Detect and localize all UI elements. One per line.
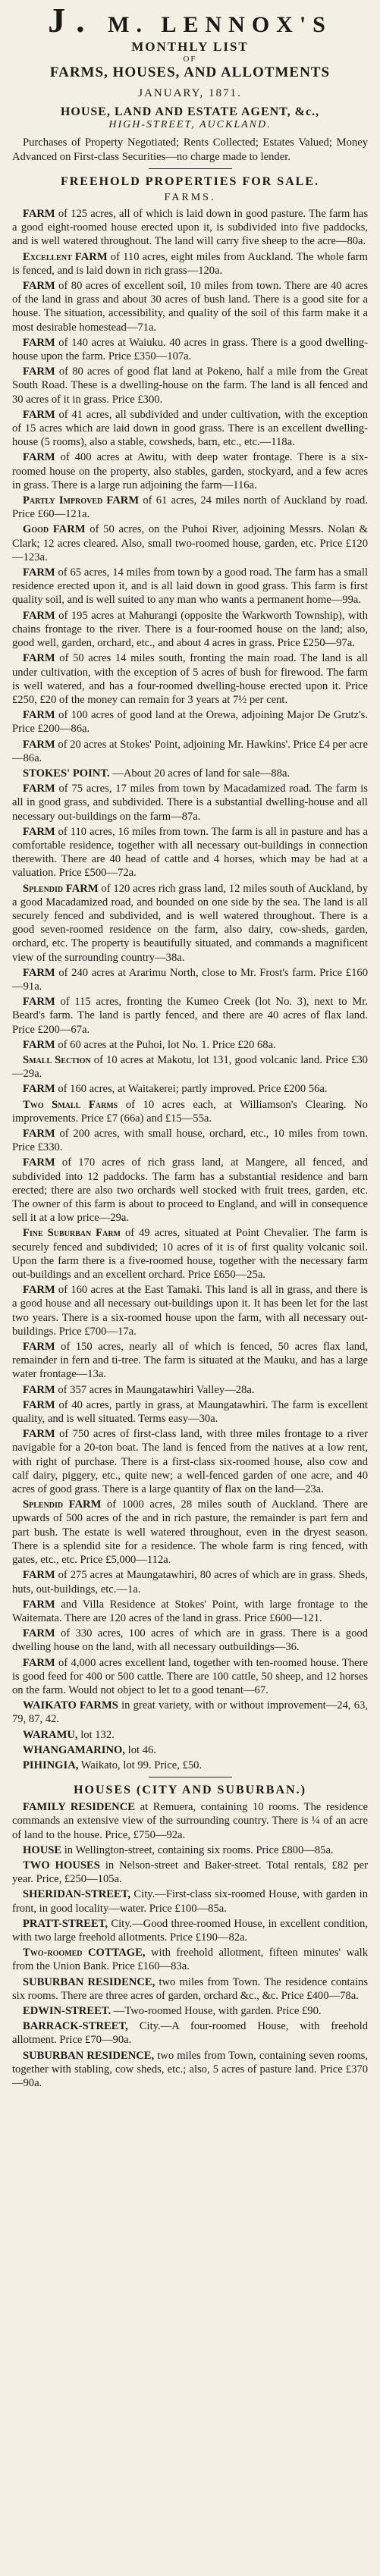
listing-text: of 1000 acres, 28 miles south of Auckland. There are upwards of 500 acres of the and in rich pasture, the remainder is part fern and part bush. The estate is well watered throughout, even in the dryest season. There is a splendid site for a residence. The whole farm is ring fenced, with gates, etc., etc. Price £5,000—112a. [12,1498,368,1567]
listing-item [12,708,368,736]
listing-text: of 61 acres, 24 miles north of Auckland by road. Price £60—121a. [12,494,368,521]
listing-text: of 110 acres, eight miles from Auckland. The whole farm is fenced, and is laid down in rich grass—120a. [12,250,368,277]
listing-item [12,1038,368,1052]
farms-heading: FARMS. [164,192,216,203]
listing-lead: FARM [23,280,55,293]
list-subtitle: FARMS, HOUSES, AND ALLOTMENTS [49,64,331,80]
listing-text: at Remuera, containing 10 rooms. The residence commands an extensive view of the surrounding country. There is ¼ of an acre of land to the house. Price, £750—92a. [12,1801,368,1841]
listing-lead: WHANGAMARINO, [23,1743,125,1756]
house-list [12,1800,368,2090]
listing-lead: FARM [23,566,55,579]
freehold-heading: FREEHOLD PROPERTIES FOR SALE. [60,175,320,188]
listing-text: in great variety, with or without improvement—24, 63, 79, 87, 42. [12,1699,368,1726]
listing-text: two miles from Town, containing seven rooms, together with stabling, cow sheds, etc.; also, 5 acres of pasture land. Price £370—90a. [12,2049,368,2089]
masthead [12,1,368,39]
issue-date: JANUARY, 1871. [138,87,242,99]
listing-text: of 160 acres, at Waitakerei; partly improved. Price £200 56a. [55,1083,328,1096]
listing-text: of 60 acres at the Puhoi, lot No. 1. Price £20 68a. [55,1038,276,1051]
listing-text: —About 20 acres of land for sale—88a. [109,767,290,780]
listing-text: of 80 acres of excellent soil, 10 miles from town. There are 40 acres of the land in grass and about 30 acres of bush land. There is a good site for a house. The situation, accessibility, and quality of the soil of this farm make it a most desirable homestead—71a. [12,280,368,334]
listing-text: of 170 acres of rich grass land, at Mangere, all fenced, and subdivided into 12 paddocks. The farm has a substantial residence and barn erected; there are also two orchards well stocked with fruit trees, garden, etc. The owner of this farm is about to proceed to England, and will in consequence sell it at a low price—29a. [12,1156,368,1225]
listing-lead: FARM [23,1341,55,1354]
listing-item [12,279,368,334]
services-notice: Purchases of Property Negotiated; Rents Collected; Estates Valued; Money Advanced on First-class Securities—no charge made to lender. [12,136,368,163]
listing-item [12,494,368,521]
listing-item [12,1568,368,1595]
listing-item [12,609,368,651]
listing-lead: HOUSE [23,1843,62,1856]
listing-lead: FARM [23,1398,55,1411]
listing-item [12,1946,368,1973]
listing-lead: FARM [23,825,55,838]
listing-text: two miles from Town. The residence contains six rooms. There are three acres of garden, orchard &c., &c. Price £400—78a. [12,1975,369,2002]
listing-lead: FARM [23,709,55,722]
listing-item [12,1843,368,1857]
listing-lead: FARM [23,1038,55,1051]
listing-lead: WAIKATO FARMS [23,1699,118,1712]
listing-text: of 400 acres at Awitu, with deep water frontage. There is a six-roomed house on the property, also stables, garden, stockyard, and a few acres in grass. There is a large run adjoining the farm—116a. [12,451,368,491]
listing-item [12,566,368,607]
listing-text: City.—A four-roomed House, with freehold allotment. Price £70—90a. [12,2020,368,2047]
listing-item [12,1098,368,1125]
listing-lead: FARM [23,1284,55,1297]
listing-lead: FARM [23,1128,55,1140]
monthly-list-title: MONTHLY LIST [131,39,249,54]
listing-lead: FARM [23,451,55,464]
listing-text: City.—Good three-roomed House, in excellent condition, with two large freehold allotments. Price £190—82a. [12,1917,368,1944]
listing-text: in Wellington-street, containing six rooms. Price £800—85a. [61,1843,334,1856]
listing-item [12,1053,368,1081]
listing-lead: EDWIN-STREET. [23,2004,111,2017]
listing-lead: FARM [23,1383,55,1396]
listing-lead: FARM [23,1428,55,1441]
listing-item [12,1340,368,1382]
listing-text: of 4,000 acres excellent land, together with ten-roomed house. There is good feed for 400 or 500 cattle. There are 100 cattle, 50 sheep, and 12 horses on the farm. Would not object to let to a good tenant—67. [12,1656,368,1696]
listing-lead: FARM [23,1598,55,1611]
listing-item [12,995,368,1037]
listing-text: of 75 acres, 17 miles from town by Macadamized road. The farm is all in good grass, and subdivided. There is a substantial dwelling-house and all necessary out-buildings on the farm—87a. [12,783,368,823]
houses-heading: HOUSES (CITY AND SUBURBAN.) [74,1784,306,1797]
listing-item [12,1975,368,2003]
listing-lead: FARM [23,1156,55,1169]
listing-item [12,1743,368,1757]
listing-lead: FARM [23,1656,55,1669]
listing-text: of 20 acres at Stokes' Point, adjoining Mr. Hawkins'. Price £4 per acre—86a. [12,738,368,764]
listing-item [12,966,368,993]
listing-item [12,1427,368,1496]
listing-text: of 140 acres at Waiuku. 40 acres in grass. There is a good dwelling-house upon the farm. Price £350—107a. [12,336,368,363]
listing-item [12,365,368,406]
listing-item [12,738,368,765]
agent-title: HOUSE, LAND AND ESTATE AGENT, &c., [60,105,320,118]
listing-item [12,207,368,249]
listing-text: of 150 acres, nearly all of which is fenced, 50 acres flax land, remainder in fern and ti-tree. The farm is situated at the Mauku, and has a large water frontage—13a. [12,1341,368,1381]
listing-lead: FARM [23,996,55,1009]
listing-item [12,1498,368,1567]
listing-item [12,2049,368,2091]
listing-item [12,336,368,363]
listing-lead: FARM [23,652,55,665]
listing-text: of 110 acres, 16 miles from town. The farm is all in pasture and has a comfortable residence, together with all necessary out-buildings in connection therewith. There are 40 head of cattle and 4 horses, which may be had at a valuation. Price £500—72a. [12,825,368,880]
listing-text: of 10 acres at Makotu, lot 131, good volcanic land. Price £30—29a. [12,1053,368,1081]
listing-text: of 275 acres at Maungatawhiri, 80 acres of which are in grass. Sheds, huts, out-buildings, etc.—1a. [12,1569,368,1595]
listing-text: of 160 acres at the East Tamaki. This land is all in grass, and there is a good house and all necessary out-buildings upon it. It has been let for the last two years. There is a six-roomed house upon the farm, with all necessary out-buildings. Price £700—17a. [12,1284,368,1338]
listing-text: of 120 acres rich grass land, 12 miles south of Auckland, by a good Macadamized road, and bounded on one side by the sea. The land is all securely fenced and subdivided, and is well watered throughout. There is a good seven-roomed residence on the farm, also dairy, cow-sheds, garden, orchard, etc. The property is beautifully situated, and commands a magnificent view of the surrounding country—38a. [12,882,369,964]
listing-text: and Villa Residence at Stokes' Point, with large frontage to the Waitemata. There are 120 acres of the land in grass. Price £600—121. [12,1598,368,1624]
listing-lead: Small Section [23,1053,91,1066]
listing-text: of 40 acres, partly in grass, at Maungatawhiri. The farm is excellent quality, and is well situated. Terms easy—30a. [12,1398,368,1426]
listing-lead: FARM [23,1083,55,1096]
listing-item [12,1156,368,1225]
listing-item [12,651,368,707]
listing-item [12,408,368,450]
listing-lead: WARAMU, [23,1728,78,1741]
listing-text: of 49 acres, situated at Point Chevalier. The farm is securely fenced and subdivided; 10 acres of it is of first quality volcanic soil. Upon the farm there is a five-roomed house, together with the necessary farm out-buildings and an excellent orchard. Price £650—25a. [12,1227,368,1282]
listing-item [12,1627,368,1654]
listing-item [12,522,368,564]
listing-lead: Fine Suburban Farm [23,1227,121,1240]
listing-lead: FARM [23,336,55,349]
listing-text: of 50 acres, on the Puhoi River, adjoining Messrs. Nolan & Clark; 12 acres cleared. Also, small two-roomed house, garden, etc. Price £120—123a. [12,523,368,563]
listing-text: of 330 acres, 100 acres of which are in grass. There is a good dwelling house on the land, with all necessary outbuildings—36. [12,1627,368,1654]
listing-lead: FARM [23,738,55,751]
listing-text: of 115 acres, fronting the Kumeo Creek (lot No. 3), next to Mr. Beard's farm. The land is partly fenced, and there are 40 acres of flax land. Price £200—67a. [12,996,368,1036]
listing-text: Waikato, lot 99. Price, £50. [78,1759,203,1771]
listing-item [12,1728,368,1742]
listing-item [12,250,368,278]
listing-lead: FARM [23,783,55,795]
listing-lead: FARM [23,966,55,979]
listing-lead: FARM [23,408,55,421]
farm-list [12,207,368,1772]
listing-lead: Two Small Farms [23,1098,118,1111]
listing-item [12,1656,368,1698]
listing-text: of 50 acres 14 miles south, fronting the main road. The land is all under cultivation, with the exception of 5 acres of bush for firewood. The farm is well watered, and has a four-roomed dwelling-house erected upon it. Price £250, £20 of the money can remain for 3 years at 7½ per cent. [12,652,368,706]
listing-item [12,450,368,492]
listing-lead: FARM [23,1627,55,1640]
listing-text: of 125 acres, all of which is laid down in good pasture. The farm has a good eight-roomed house erected upon it, is subdivided into five paddocks, and is well watered throughout. The land will carry five sheep to the acre—80a. [12,208,368,248]
listing-text: of 357 acres in Maungatawhiri Valley—28a. [55,1383,255,1396]
listing-item [12,1917,368,1944]
listing-item [12,2004,368,2018]
listing-item [12,882,368,965]
listing-lead: BARRACK-STREET, [23,2020,128,2033]
listing-item [12,1887,368,1915]
listing-lead: Partly Improved FARM [23,494,140,507]
listing-item [12,2019,368,2047]
listing-text: with freehold allotment, fifteen minutes' walk from the Union Bank. Price £160—83a. [12,1947,368,1973]
listing-item [12,1800,368,1842]
listing-lead: Two-roomed COTTAGE, [23,1947,146,1959]
listing-text: of 195 acres at Mahurangi (opposite the Warkworth Township), with chains frontage to the river. There is a four-roomed house on the land; also, good well, garden, orchard, etc., and about 4 acres in grass. Price £250—97a. [12,609,368,650]
listing-item [12,1699,368,1726]
listing-lead: FARM [23,366,55,378]
listing-text: of 240 acres at Ararimu North, close to Mr. Frost's farm. Price £160—91a. [12,966,368,993]
listing-text: lot 132. [77,1728,115,1741]
listing-item [12,767,368,780]
listing-text: of 41 acres, all subdivided and under cultivation, with the exception of 15 acres which are laid down in good grass. There is an excellent dwelling-house (5 rooms), also a stable, cowsheds, barn, etc., etc.—118a. [12,408,368,449]
listing-text: of 100 acres of good land at the Orewa, adjoining Major De Grutz's. Price £200—86a. [12,709,368,736]
listing-lead: Splendid FARM [23,1498,102,1511]
listing-text: of 65 acres, 14 miles from town by a good road. The farm has a small residence erected upon it, and is all laid down in good grass. This farm is first quality soil, and is well suited to any man who wants a permanent home—99a. [12,566,368,607]
listing-text: in Nelson-street and Baker-street. Total rentals, £82 per year. Price, £250—105a. [12,1859,369,1886]
listing-item [12,782,368,824]
listing-text: of 750 acres of first-class land, with three miles frontage to a river navigable for a 20-ton boat. The land is fenced from the natives at a low rent, with right of purchase. There is a first-class six-roomed house, also cow and calf dairy, piggery, etc., quite new; a well-fenced garden of one acre, and 40 acres of good grass. There is a large quantity of flax on the land—23a. [12,1428,368,1496]
listing-lead: PIHINGIA, [23,1759,79,1771]
listing-lead: PRATT-STREET, [23,1917,108,1930]
listing-item [12,1226,368,1282]
listing-lead: FAMILY RESIDENCE [23,1801,135,1814]
listing-lead: FARM [23,208,55,220]
listing-text: —Two-roomed House, with garden. Price £90. [111,2004,322,2017]
listing-lead: SUBURBAN RESIDENCE, [23,1975,155,1988]
agent-address: HIGH-STREET, AUCKLAND. [108,119,272,130]
listing-lead: Splendid FARM [23,882,99,895]
listing-item [12,1398,368,1426]
listing-lead: SHERIDAN-STREET, [23,1888,131,1901]
listing-item [12,1859,368,1886]
divider [149,168,232,169]
listing-lead: FARM [23,1569,55,1582]
listing-item [12,1759,368,1772]
listing-lead: Excellent FARM [23,250,108,263]
listing-text: lot 46. [125,1743,156,1756]
listing-lead: SUBURBAN RESIDENCE, [23,2049,155,2062]
listing-text: of 10 acres each, at Williamson's Clearing. No improvements. Price £7 (66a) and £15—55a. [12,1098,368,1125]
listing-lead: Good FARM [23,523,86,536]
listing-lead: FARM [23,609,55,622]
listing-text: City.—First-class six-roomed House, with garden in front, in good locality—water. Price £100—85a. [12,1888,368,1915]
listing-text: of 80 acres of good flat land at Pokeno, half a mile from the Great South Road. These is a dwelling-house on the farm. The land is all fenced and 30 acres of it in grass. Price £300. [12,366,368,406]
of-label: OF [183,55,197,64]
listing-item [12,825,368,880]
listing-lead: TWO HOUSES [23,1859,100,1872]
listing-item [12,1598,368,1625]
listing-lead: STOKES' POINT. [23,767,110,780]
listing-item [12,1127,368,1154]
listing-text: of 200 acres, with small house, orchard, etc., 10 miles from town. Price £330. [12,1128,368,1154]
listing-item [12,1283,368,1338]
listing-item [12,1082,368,1096]
masthead-name: M. LENNOX'S [108,12,332,37]
listing-item [12,1383,368,1397]
masthead-initial: J. [48,1,96,39]
